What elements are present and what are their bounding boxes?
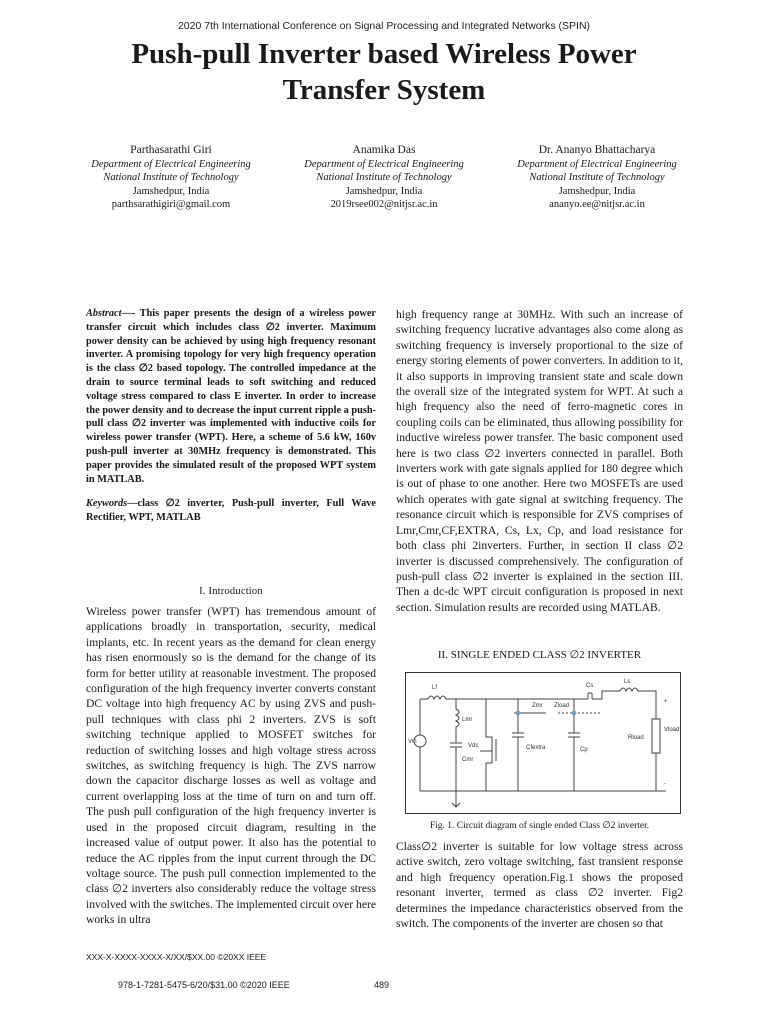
label-vin: Vin <box>408 739 417 745</box>
conference-header: 2020 7th International Conference on Signal Processing and Integrated Networks (SPIN) <box>177 20 591 32</box>
label-cs: Cs <box>586 683 594 689</box>
author-email: ananyo.ee@nitjsr.ac.in <box>549 199 645 210</box>
label-cfextra: Cfextra <box>526 745 546 751</box>
keywords-label: Keywords <box>86 498 128 509</box>
label-ls: Ls <box>624 679 631 685</box>
label-minus: - <box>664 781 666 787</box>
abstract-label: Abstract <box>86 308 122 319</box>
section-1-text: Wireless power transfer (WPT) has tremendous amount of applications broadly in transportation, security, medical implants, etc. In recent years as the demand for clean energy has risen enormously so is the demand for the change of its form for better utility at reasonable investment. The proposed configuration of the high frequency inverter converts constant DC voltage into high frequency AC by using ZVS and push-pull techniques with class phi 2 inverters. ZVS is soft switching technique applied to MOSFET switches for reduction of switching losses and high voltage stress across switches, as switching frequency is high. The ZVS narrow down the capacitor discharge losses as well as voltage and current overlapping loss at the time of turn on and turn off. The push pull configuration of the high frequency inverter is used in the proposed circuit diagram, resulting in the increased value of output power. It also has the potential to reduce the AC ripples from the input current through the DC voltage source. The push pull connection implemented to the class ∅2 inverters also considerably reduce the voltage stress involved with the switches. The implemented circuit over here works in ultra <box>86 605 376 927</box>
author-inst: National Institute of Technology <box>103 172 239 183</box>
label-rload: Rload <box>628 735 644 741</box>
author-2 <box>269 144 499 212</box>
author-1 <box>56 144 286 212</box>
column-2-text-after: Class∅2 inverter is suitable for low voltage stress across active switch, zero voltage switching, fast transient response and high frequency operation.Fig.1 shows the proposed resonant inverter, termed as class ∅2 inverter. Fig2 determines the impedance characteristics observed from the switch. The components of the inverter are chosen so that <box>396 840 683 931</box>
abstract <box>86 307 376 486</box>
footer-isbn-placeholder: XXX-X-XXXX-XXXX-X/XX/$XX.00 ©20XX IEEE <box>86 952 267 962</box>
circuit-diagram <box>405 672 681 814</box>
keywords <box>86 497 376 525</box>
page-number: 489 <box>374 980 390 990</box>
author-email: 2019rsee002@nitjsr.ac.in <box>330 199 438 210</box>
section-1-heading: I. Introduction <box>199 586 263 597</box>
author-city: Jamshedpur, India <box>132 185 210 197</box>
label-zmr: Zmr <box>532 703 543 709</box>
paper-title <box>60 36 708 108</box>
author-dept: Department of Electrical Engineering <box>91 158 251 170</box>
label-lmr: Lmr <box>462 717 473 723</box>
section-2-heading: II. SINGLE ENDED CLASS ∅2 INVERTER <box>437 649 642 661</box>
author-inst: National Institute of Technology <box>529 172 665 183</box>
circuit-svg <box>406 673 680 813</box>
label-vload: Vload <box>664 727 680 733</box>
figure-1-caption: Fig. 1. Circuit diagram of single ended Class ∅2 inverter. <box>429 821 650 831</box>
label-plus: + <box>664 699 668 705</box>
author-city: Jamshedpur, India <box>345 185 423 197</box>
author-name: Parthasarathi Giri <box>130 144 212 156</box>
author-name: Dr. Ananyo Bhattacharya <box>538 144 656 156</box>
author-name: Anamika Das <box>352 144 416 156</box>
label-cp: Cp <box>580 747 588 753</box>
author-email: parthsarathigiri@gmail.com <box>111 199 231 210</box>
label-zload: Zload <box>554 703 570 709</box>
title-line-1: Push-pull Inverter based Wireless Power <box>131 38 637 70</box>
footer-isbn: 978-1-7281-5475-6/20/$31.00 ©2020 IEEE <box>118 980 290 990</box>
abstract-text: —- This paper presents the design of a wireless power transfer circuit which includes class ∅2 inverter. Maximum power density can be achieved by using high frequency resonant inverter. A promising topology for very high frequency operation is the class ∅2 based topology. The controlled impedance at the drain to source terminal leads to soft switching and reduced voltage stress compared to class E inverter. In order to increase the power density and to decrease the input current ripple a push-pull class ∅2 inverter was implemented with inductive coils for wireless power transfer (WPT). Here, a scheme of 5.6 kW, 160v push-pull inverter at 30MHz frequency is demonstrated. This paper provides the simulated result of the proposed WPT system in MATLAB. <box>86 308 376 485</box>
keywords-text: —class ∅2 inverter, Push-pull inverter, Full Wave Rectifier, WPT, MATLAB <box>86 498 376 523</box>
author-3 <box>482 144 712 212</box>
label-lf: Lf <box>432 685 438 691</box>
column-2-text: high frequency range at 30MHz. With such an increase of switching frequency lucrative advantages also come along as switching frequency is inversely proportional to the size of energy storing elements of power converters. In addition to it, it also supports in improving transient state and scale down the overall size of the integrated system for WPT. At such a high frequency also the need of ferro-magnetic cores in coupling coils can be eliminated, thus allowing possibility for inductive wireless power transfer. The basic component used here is two class ∅2 inverters connected in parallel. Both inverters work with gate signals applied for 180 degree which is out of phase to one another. Here two MOSFETs are used which operates with gate signal at switching frequency. The resonance circuit which is responsible for ZVS comprises of Lmr,Cmr,CF,EXTRA, Cs, Lx, Cp, and load resistance for both class phi 2inverters. Further, in section II class ∅2 inverter is discussed comprehensively. The configuration of push-pull class ∅2 inverter is explained in the section III. Then a dc-dc WPT circuit configuration is proposed in next section. Simulation results are recorded using MATLAB. <box>396 308 683 614</box>
label-vds: Vds <box>468 743 479 749</box>
author-inst: National Institute of Technology <box>316 172 452 183</box>
title-line-2: Transfer System <box>282 74 486 106</box>
author-city: Jamshedpur, India <box>558 185 636 197</box>
label-cmr: Cmr <box>462 757 474 763</box>
author-dept: Department of Electrical Engineering <box>517 158 677 170</box>
author-dept: Department of Electrical Engineering <box>304 158 464 170</box>
